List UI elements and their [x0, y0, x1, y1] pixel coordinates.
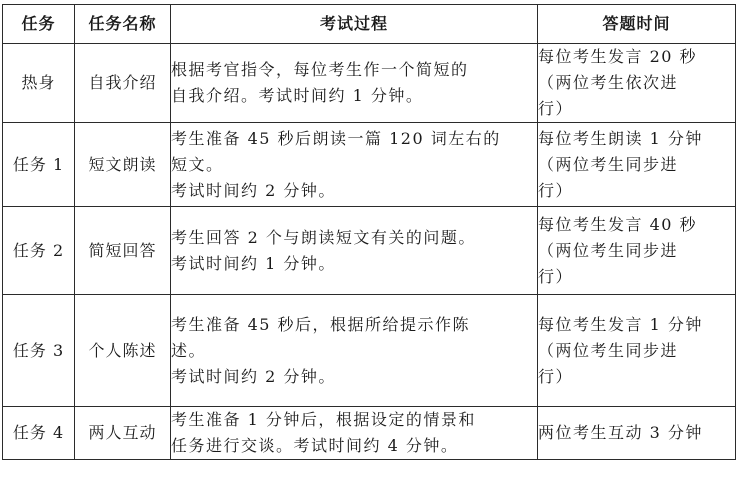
task-name-cell: 简短回答 [75, 207, 171, 295]
header-row [3, 5, 736, 44]
table-row [3, 207, 736, 295]
task-cell: 任务 1 [3, 123, 75, 207]
header-task: 任务 [3, 5, 75, 44]
time-line: 每位考生发言 20 秒 [538, 47, 698, 66]
task-name-cell: 个人陈述 [75, 295, 171, 407]
time-line: （两位考生同步进 [538, 340, 679, 360]
process-line: 考生回答 2 个与朗读短文有关的问题。 [171, 227, 476, 247]
process-cell [171, 44, 538, 123]
process-cell [171, 407, 538, 460]
time-line: 行） [538, 180, 574, 200]
process-line: 短文。 [171, 154, 224, 174]
header-process: 考试过程 [171, 5, 538, 44]
exam-task-table [2, 4, 736, 460]
task-cell: 任务 2 [3, 207, 75, 295]
process-line: 考生准备 45 秒后朗读一篇 120 词左右的 [171, 128, 501, 148]
header-task-name: 任务名称 [75, 5, 171, 44]
time-line: （两位考生依次进 [538, 73, 679, 92]
answer-time-cell [538, 295, 736, 407]
table-row [3, 407, 736, 460]
header-answer-time: 答题时间 [538, 5, 736, 44]
process-cell [171, 123, 538, 207]
table-row [3, 123, 736, 207]
time-line: （两位考生同步进 [538, 154, 679, 174]
task-cell: 热身 [3, 44, 75, 123]
process-line: 任务进行交谈。考试时间约 4 分钟。 [171, 436, 459, 455]
table-row [3, 44, 736, 123]
task-cell: 任务 4 [3, 407, 75, 460]
time-line: 每位考生发言 1 分钟 [538, 314, 703, 334]
time-line: 每位考生朗读 1 分钟 [538, 128, 703, 148]
answer-time-cell [538, 44, 736, 123]
time-line: 每位考生发言 40 秒 [538, 214, 698, 234]
process-line: 根据考官指令，每位考生作一个简短的 [171, 60, 469, 79]
process-line: 述。 [171, 340, 207, 360]
time-line: （两位考生同步进 [538, 240, 679, 260]
process-line: 考试时间约 2 分钟。 [171, 180, 336, 200]
time-line: 行） [538, 266, 574, 286]
task-name-cell: 短文朗读 [75, 123, 171, 207]
time-line: 行） [538, 99, 574, 118]
process-cell [171, 295, 538, 407]
table-row [3, 295, 736, 407]
process-line: 考试时间约 2 分钟。 [171, 366, 336, 386]
task-name-cell: 两人互动 [75, 407, 171, 460]
task-name-cell: 自我介绍 [75, 44, 171, 123]
process-line: 考生准备 45 秒后，根据所给提示作陈 [171, 314, 471, 334]
task-cell: 任务 3 [3, 295, 75, 407]
process-line: 自我介绍。考试时间约 1 分钟。 [171, 86, 424, 105]
process-line: 考生准备 1 分钟后，根据设定的情景和 [171, 410, 476, 429]
time-line: 两位考生互动 3 分钟 [538, 423, 703, 442]
answer-time-cell [538, 407, 736, 460]
answer-time-cell [538, 207, 736, 295]
answer-time-cell [538, 123, 736, 207]
process-cell [171, 207, 538, 295]
time-line: 行） [538, 366, 574, 386]
process-line: 考试时间约 1 分钟。 [171, 253, 336, 273]
